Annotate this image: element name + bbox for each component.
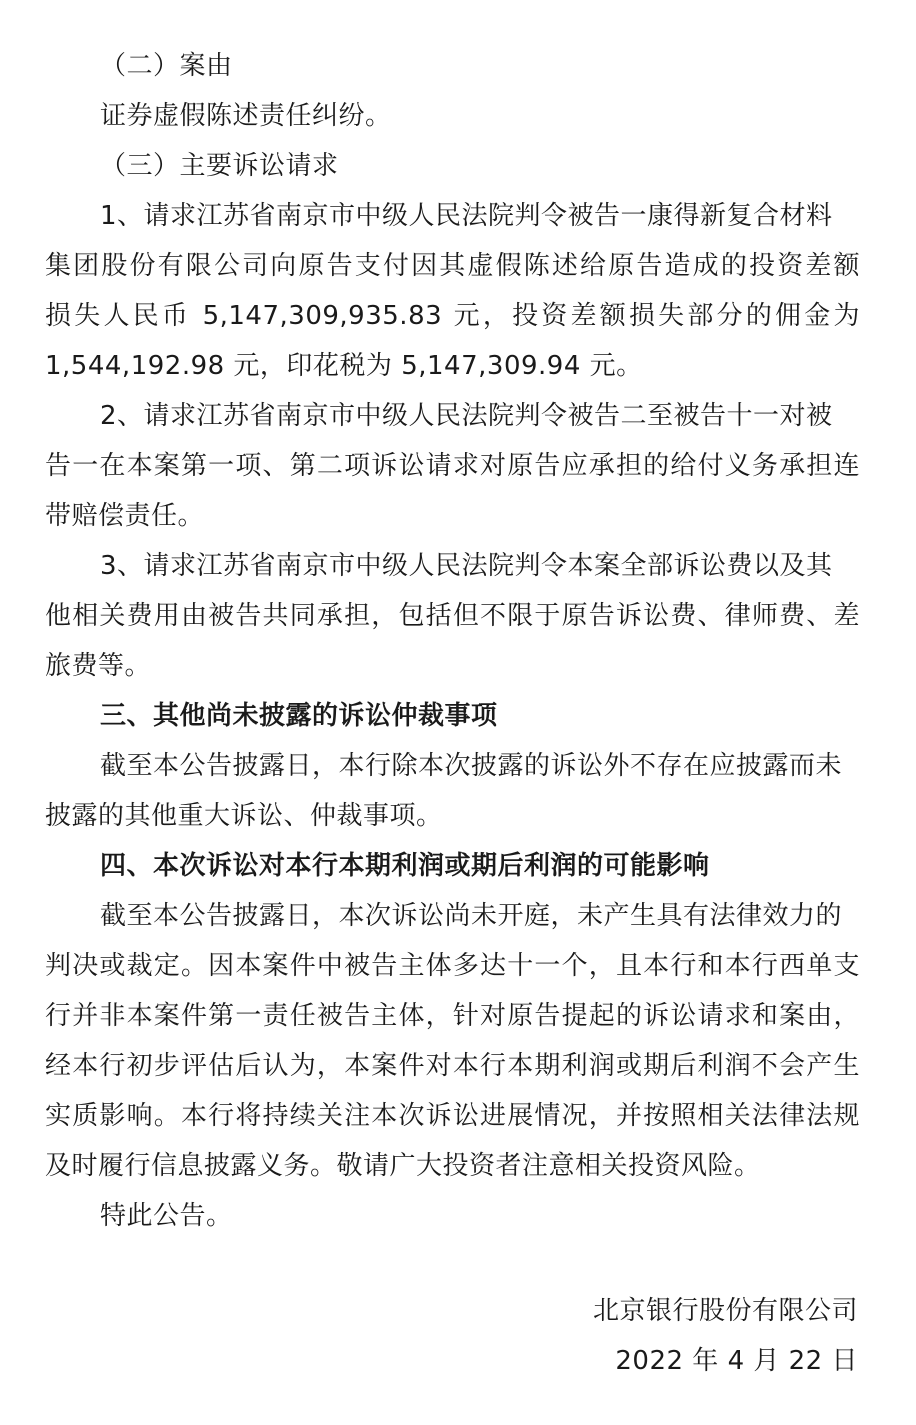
claim1-line4: 1,544,192.98 元，印花税为 5,147,309.94 元。 <box>45 351 643 381</box>
section4-heading: 四、本次诉讼对本行本期利润或期后利润的可能影响 <box>100 851 710 881</box>
case-cause-heading: （二）案由 <box>100 51 233 81</box>
section4-line4: 经本行初步评估后认为，本案件对本行本期利润或期后利润不会产生 <box>45 1051 860 1081</box>
claim3-line1: 3、请求江苏省南京市中级人民法院判令本案全部诉讼费以及其 <box>100 551 833 581</box>
section3-heading: 三、其他尚未披露的诉讼仲裁事项 <box>100 701 498 731</box>
claim1-line2: 集团股份有限公司向原告支付因其虚假陈述给原告造成的投资差额 <box>45 251 860 281</box>
signature-date: 2022 年 4 月 22 日 <box>615 1346 858 1376</box>
section3-line2: 披露的其他重大诉讼、仲裁事项。 <box>45 801 443 831</box>
signature-company: 北京银行股份有限公司 <box>592 1296 858 1326</box>
claim1-line1: 1、请求江苏省南京市中级人民法院判令被告一康得新复合材料 <box>100 201 833 231</box>
claim2-line2: 告一在本案第一项、第二项诉讼请求对原告应承担的给付义务承担连 <box>45 451 860 481</box>
section4-line6: 及时履行信息披露义务。敬请广大投资者注意相关投资风险。 <box>45 1151 761 1181</box>
claim2-line1: 2、请求江苏省南京市中级人民法院判令被告二至被告十一对被 <box>100 401 833 431</box>
case-cause-text: 证券虚假陈述责任纠纷。 <box>100 101 392 131</box>
closing-text: 特此公告。 <box>100 1201 233 1231</box>
section3-line1: 截至本公告披露日，本行除本次披露的诉讼外不存在应披露而未 <box>100 751 843 781</box>
claim1-line3: 损失人民币 5,147,309,935.83 元，投资差额损失部分的佣金为 <box>45 301 860 331</box>
section4-line1: 截至本公告披露日，本次诉讼尚未开庭，未产生具有法律效力的 <box>100 901 843 931</box>
section4-line3: 行并非本案件第一责任被告主体，针对原告提起的诉讼请求和案由， <box>45 1001 860 1031</box>
section4-line2: 判决或裁定。因本案件中被告主体多达十一个，且本行和本行西单支 <box>45 951 860 981</box>
claims-heading: （三）主要诉讼请求 <box>100 151 339 181</box>
claim2-line3: 带赔偿责任。 <box>45 501 205 531</box>
section4-line5: 实质影响。本行将持续关注本次诉讼进展情况，并按照相关法律法规 <box>45 1101 860 1131</box>
claim3-line2: 他相关费用由被告共同承担，包括但不限于原告诉讼费、律师费、差 <box>45 601 860 631</box>
claim3-line3: 旅费等。 <box>45 651 152 681</box>
